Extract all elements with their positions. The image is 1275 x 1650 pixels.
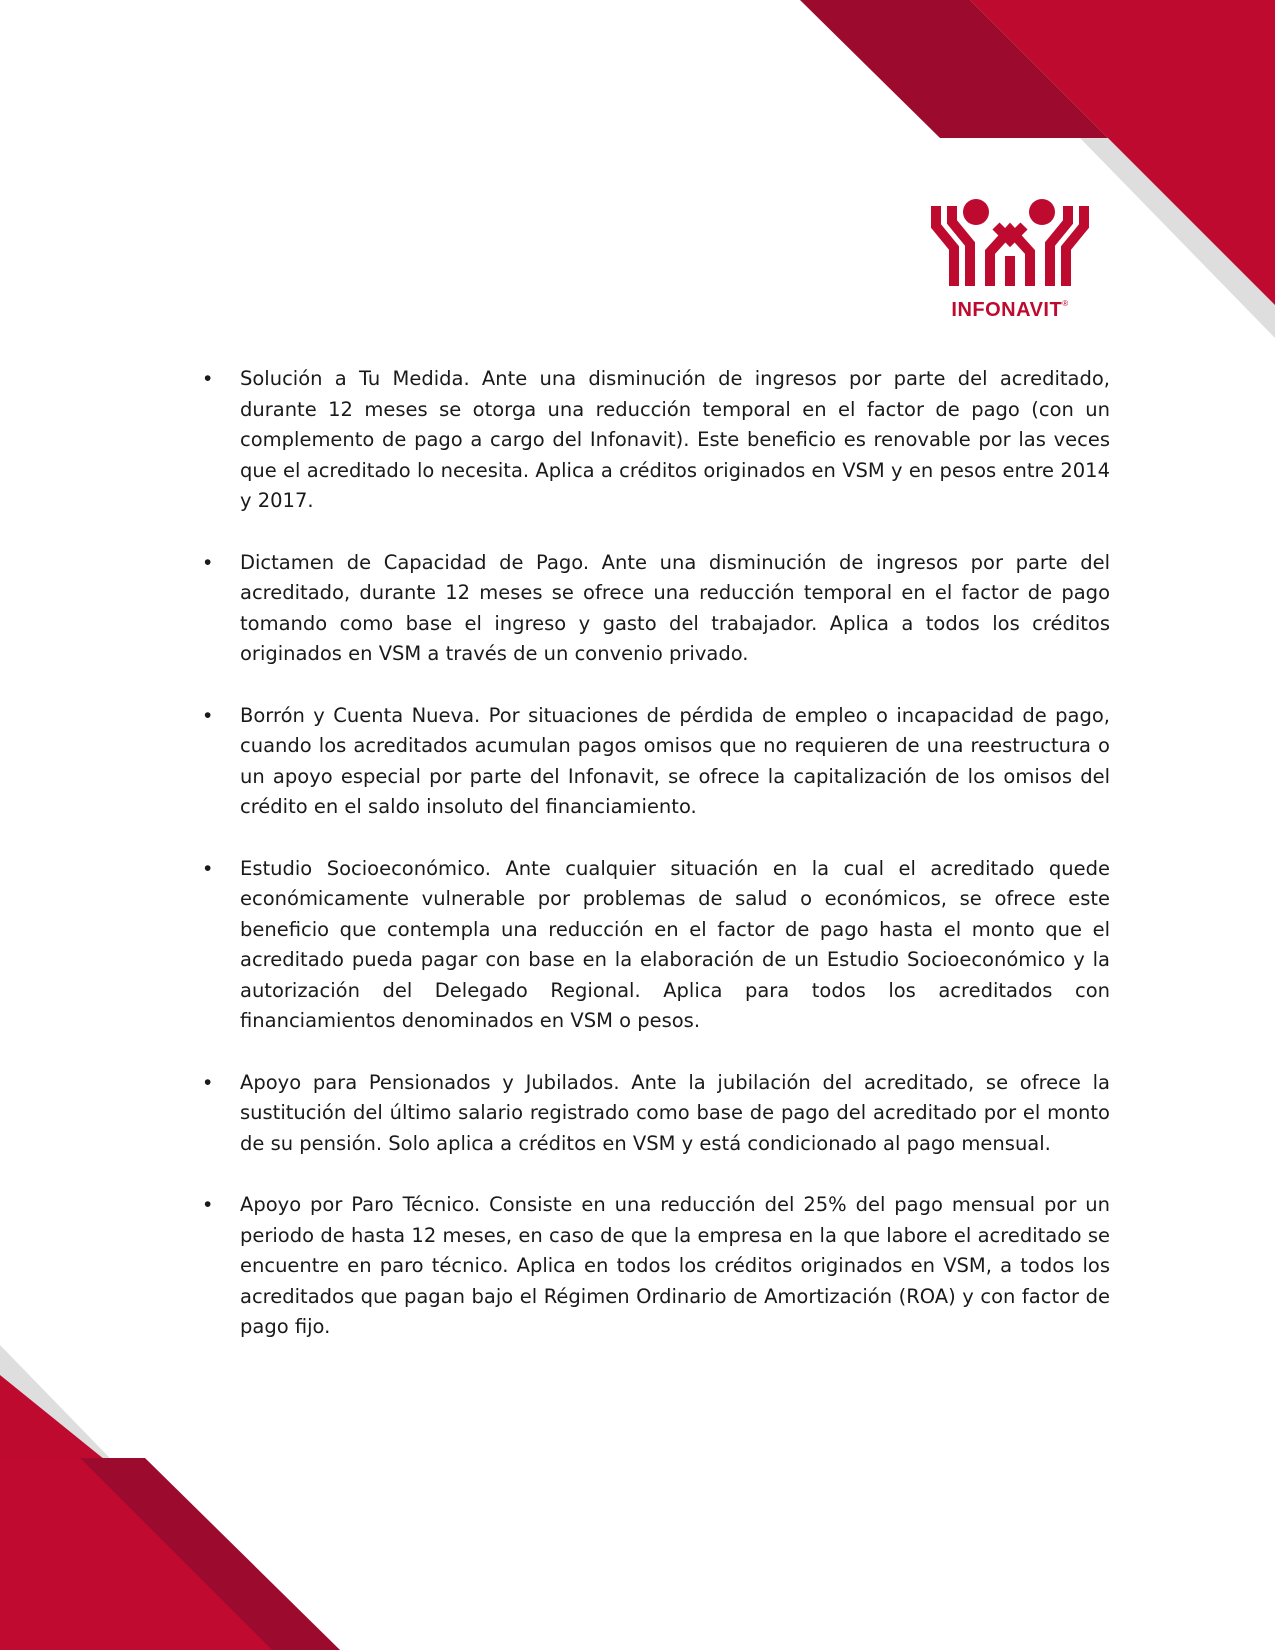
list-item-text: Solución a Tu Medida. Ante una disminución de ingresos por parte del acreditado, durante 12 meses se otorga una reducción temporal en el factor de pago (con un complemento de pago a cargo del Infonavit). Este beneficio es renovable por las veces que el acreditado lo necesita. Aplica a créditos originados en VSM y en pesos entre 2014 y 2017. xyxy=(240,367,1110,512)
bullet-icon: • xyxy=(204,703,212,727)
document-body xyxy=(200,364,1110,1374)
list-item-text: Dictamen de Capacidad de Pago. Ante una disminución de ingresos por parte del acreditado, durante 12 meses se ofrece una reducción temporal en el factor de pago tomando como base el ingreso y gasto del trabajador. Aplica a todos los créditos originados en VSM a través de un convenio privado. xyxy=(240,550,1110,665)
list-item xyxy=(200,364,1110,517)
list-item-text: Estudio Socioeconómico. Ante cualquier situación en la cual el acreditado quede económicamente vulnerable por problemas de salud o económicos, se ofrece este beneficio que contempla una reducción en el factor de pago hasta el monto que el acreditado pueda pagar con base en la elaboración de un Estudio Socioeconómico y la autorización del Delegado Regional. Aplica para todos los acreditados con financiamientos denominados en VSM o pesos. xyxy=(240,856,1110,1032)
bullet-icon: • xyxy=(204,367,212,390)
list-item-text: Borrón y Cuenta Nueva. Por situaciones de pérdida de empleo o incapacidad de pago, cuando los acreditados acumulan pagos omisos que no requieren de una reestructura o un apoyo especial por parte del Infonavit, se ofrece la capitalización de los omisos del crédito en el saldo insoluto del financiamiento. xyxy=(240,703,1110,818)
bullet-icon: • xyxy=(204,856,212,880)
bullet-icon: • xyxy=(204,1193,212,1216)
bullet-icon: • xyxy=(204,1070,212,1094)
logo-wordmark xyxy=(930,292,1090,322)
bullet-icon: • xyxy=(204,550,212,574)
infonavit-logo-icon xyxy=(930,196,1090,288)
list-item xyxy=(200,701,1110,823)
list-item xyxy=(200,1068,1110,1160)
list-item xyxy=(200,548,1110,670)
infonavit-logo xyxy=(930,196,1090,320)
list-item xyxy=(200,1190,1110,1343)
registered-mark: ® xyxy=(1062,299,1069,308)
list-item-text: Apoyo para Pensionados y Jubilados. Ante la jubilación del acreditado, se ofrece la sustitución del último salario registrado como base de pago del acreditado por el monto de su pensión. Solo aplica a créditos en VSM y está condicionado al pago mensual. xyxy=(240,1070,1110,1155)
logo-wordmark-text: INFONAVIT xyxy=(951,299,1063,321)
list-item xyxy=(200,854,1110,1037)
list-item-text: Apoyo por Paro Técnico. Consiste en una reducción del 25% del pago mensual por un periodo de hasta 12 meses, en caso de que la empresa en la que labore el acreditado se encuentre en paro técnico. Aplica en todos los créditos originados en VSM, a todos los acreditados que pagan bajo el Régimen Ordinario de Amortización (ROA) y con factor de pago fijo. xyxy=(240,1193,1110,1338)
